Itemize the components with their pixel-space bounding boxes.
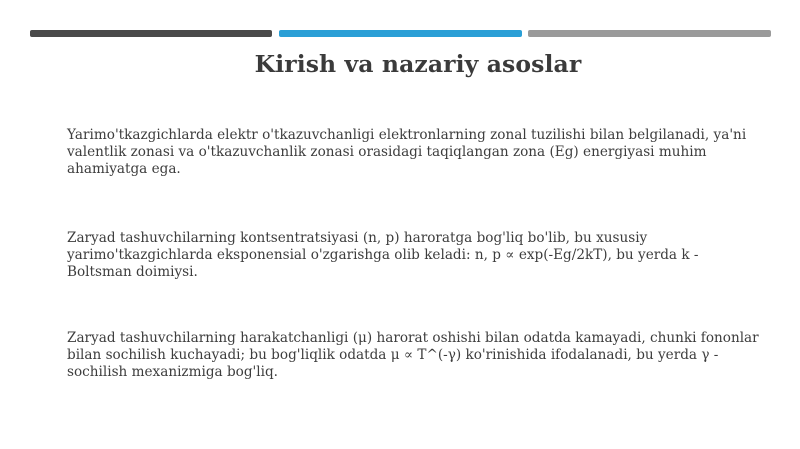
- accent-bar-dark: [30, 30, 272, 37]
- paragraph-carrier-mobility: Zaryad tashuvchilarning harakatchanligi (μ) harorat oshishi bilan odatda kamayadi, chunki fononlar bilan sochilish kuchayadi; bu bog'liqlik odatda μ ∝ T^(-γ) ko'rinishida ifodalanadi, bu yerda γ - sochilish mexanizmiga bog'liq.: [67, 330, 759, 380]
- paragraph-carrier-concentration: Zaryad tashuvchilarning kontsentratsiyasi (n, p) haroratga bog'liq bo'lib, bu xususiy yarimo'tkazgichlarda eksponensial o'zgarishga olib keladi: n, p ∝ exp(-Eg/2kT), bu yerda k - Boltsman doimiysi.: [67, 230, 699, 280]
- paragraph-band-structure: Yarimo'tkazgichlarda elektr o'tkazuvchanligi elektronlarning zonal tuzilishi bilan belgilanadi, ya'ni valentlik zonasi va o'tkazuvchanlik zonasi orasidagi taqiqlangan zona (Eg) energiyasi muhim ahamiyatga ega.: [67, 127, 747, 177]
- accent-bar-gray: [528, 30, 771, 37]
- accent-bar-blue: [279, 30, 522, 37]
- slide-title: Kirish va nazariy asoslar: [254, 50, 582, 78]
